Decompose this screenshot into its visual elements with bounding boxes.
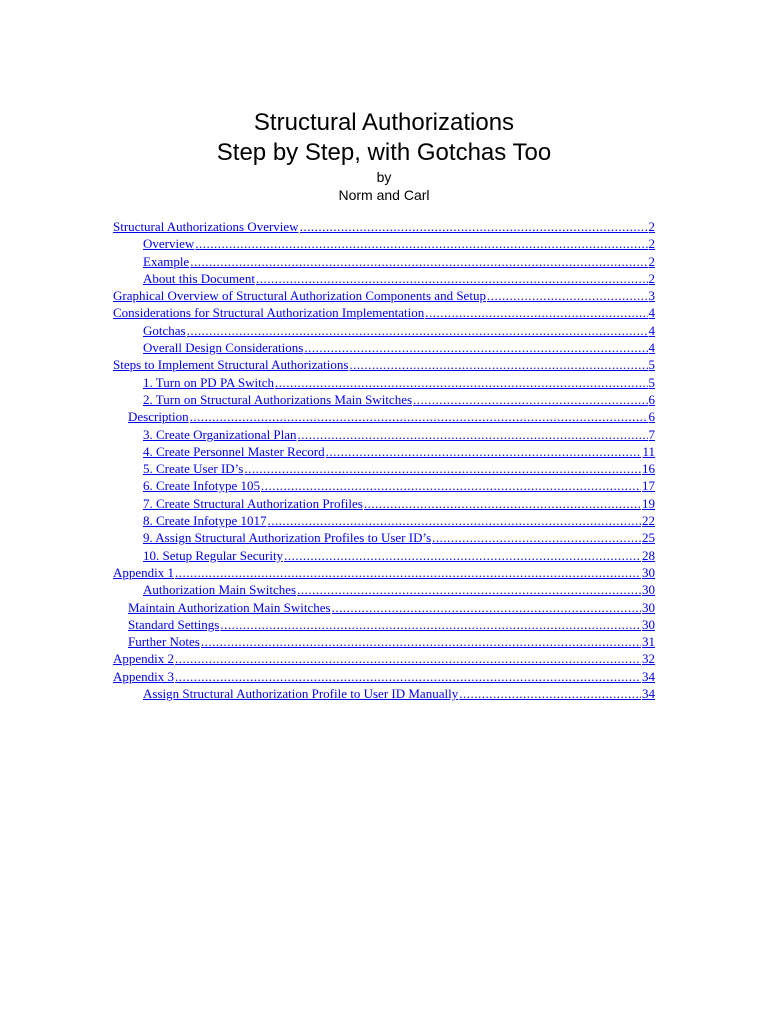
- by-line: by: [376, 169, 392, 185]
- toc-dot-leader: [190, 253, 647, 270]
- toc-entry[interactable]: [113, 685, 655, 702]
- toc-entry[interactable]: [113, 374, 655, 391]
- toc-entry-label: Standard Settings: [128, 616, 220, 632]
- toc-entry-page-number: 22: [642, 513, 655, 529]
- toc-dot-leader: [425, 304, 647, 321]
- toc-entry-label: 2. Turn on Structural Authorizations Main Switches: [143, 391, 413, 407]
- toc-entry[interactable]: [113, 287, 655, 304]
- toc-entry-label: Maintain Authorization Main Switches: [128, 599, 331, 615]
- toc-dot-leader: [267, 512, 641, 529]
- toc-entry-label: Overall Design Considerations: [143, 340, 304, 356]
- toc-entry-label: Considerations for Structural Authorization Implementation: [113, 305, 425, 321]
- toc-dot-leader: [256, 270, 648, 287]
- toc-entry-label: Gotchas: [143, 322, 186, 338]
- toc-entry-page-number: 30: [642, 564, 655, 580]
- document-subtitle: Step by Step, with Gotchas Too: [216, 139, 552, 166]
- toc-entry-page-number: 2: [648, 270, 655, 286]
- toc-entry-page-number: 6: [648, 409, 655, 425]
- toc-dot-leader: [201, 633, 641, 650]
- toc-entry[interactable]: [113, 477, 655, 494]
- toc-entry-page-number: 6: [648, 391, 655, 407]
- toc-entry[interactable]: [113, 460, 655, 477]
- toc-entry-label: 6. Create Infotype 105: [143, 478, 260, 494]
- toc-dot-leader: [195, 235, 647, 252]
- toc-entry-label: Authorization Main Switches: [143, 582, 297, 598]
- toc-entry[interactable]: [113, 599, 655, 616]
- toc-entry-page-number: 30: [642, 582, 655, 598]
- toc-entry-label: Steps to Implement Structural Authorizations: [113, 357, 349, 373]
- toc-entry-page-number: 3: [648, 288, 655, 304]
- toc-entry-label: Overview: [143, 236, 195, 252]
- toc-entry-page-number: 2: [648, 219, 655, 234]
- toc-dot-leader: [432, 529, 641, 546]
- toc-entry-page-number: 19: [642, 495, 655, 511]
- toc-entry-page-number: 34: [642, 668, 655, 684]
- toc-dot-leader: [300, 218, 648, 235]
- toc-entry[interactable]: [113, 529, 655, 546]
- toc-entry[interactable]: [113, 495, 655, 512]
- toc-dot-leader: [261, 477, 641, 494]
- toc-dot-leader: [275, 374, 647, 391]
- toc-entry[interactable]: [113, 356, 655, 373]
- toc-entry[interactable]: [113, 270, 655, 287]
- toc-entry[interactable]: [113, 564, 655, 581]
- toc-dot-leader: [175, 668, 641, 685]
- toc-entry-page-number: 2: [648, 236, 655, 252]
- toc-dot-leader: [304, 339, 647, 356]
- toc-entry[interactable]: [113, 633, 655, 650]
- toc-entry-page-number: 32: [642, 651, 655, 667]
- toc-dot-leader: [187, 322, 648, 339]
- authors: Norm and Carl: [338, 187, 430, 203]
- toc-entry[interactable]: [113, 339, 655, 356]
- toc-entry-page-number: 4: [648, 340, 655, 356]
- toc-dot-leader: [326, 443, 642, 460]
- toc-entry-page-number: 28: [642, 547, 655, 563]
- toc-dot-leader: [349, 356, 647, 373]
- toc-entry-label: Description: [128, 409, 189, 425]
- toc-entry-page-number: 5: [648, 357, 655, 373]
- toc-dot-leader: [175, 564, 641, 581]
- toc-entry[interactable]: [113, 304, 655, 321]
- toc-dot-leader: [175, 650, 641, 667]
- toc-entry-label: Graphical Overview of Structural Authorization Components and Setup: [113, 288, 486, 304]
- document-title: Structural Authorizations: [253, 109, 515, 136]
- toc-entry-label: Example: [143, 253, 190, 269]
- toc-entry-label: 5. Create User ID’s: [143, 461, 244, 477]
- toc-entry-label: Appendix 1: [113, 564, 175, 580]
- document-title-block: [0, 108, 768, 204]
- toc-dot-leader: [297, 581, 641, 598]
- toc-entry-label: 3. Create Organizational Plan: [143, 426, 297, 442]
- toc-entry-page-number: 7: [648, 426, 655, 442]
- toc-entry-label: 4. Create Personnel Master Record: [143, 443, 325, 459]
- toc-entry-page-number: 30: [642, 616, 655, 632]
- toc-entry[interactable]: [113, 581, 655, 598]
- toc-entry-label: Assign Structural Authorization Profile to User ID Manually: [143, 686, 459, 702]
- toc-dot-leader: [298, 426, 648, 443]
- toc-entry-page-number: 30: [642, 599, 655, 615]
- toc-dot-leader: [284, 547, 641, 564]
- toc-dot-leader: [364, 495, 641, 512]
- toc-entry-label: Appendix 2: [113, 651, 175, 667]
- toc-entry-page-number: 2: [648, 253, 655, 269]
- toc-entry-page-number: 4: [648, 305, 655, 321]
- toc-dot-leader: [413, 391, 647, 408]
- toc-entry[interactable]: [113, 408, 655, 425]
- toc-entry[interactable]: [113, 322, 655, 339]
- toc-entry-page-number: 25: [642, 530, 655, 546]
- toc-entry[interactable]: [113, 253, 655, 270]
- toc-entry[interactable]: [113, 443, 655, 460]
- toc-dot-leader: [220, 616, 641, 633]
- toc-entry[interactable]: [113, 547, 655, 564]
- toc-entry-label: Further Notes: [128, 634, 200, 650]
- toc-entry-label: 1. Turn on PD PA Switch: [143, 374, 275, 390]
- toc-dot-leader: [244, 460, 641, 477]
- toc-entry-page-number: 17: [642, 478, 655, 494]
- toc-entry-page-number: 11: [642, 443, 655, 459]
- toc-entry[interactable]: [113, 650, 655, 667]
- toc-entry[interactable]: [113, 668, 655, 685]
- toc-entry[interactable]: [113, 616, 655, 633]
- toc-entry[interactable]: [113, 512, 655, 529]
- toc-entry-label: 10. Setup Regular Security: [143, 547, 284, 563]
- toc-entry-page-number: 16: [642, 461, 655, 477]
- toc-entry-label: 8. Create Infotype 1017: [143, 513, 267, 529]
- toc-dot-leader: [332, 599, 641, 616]
- toc-entry-label: 9. Assign Structural Authorization Profiles to User ID’s: [143, 530, 432, 546]
- toc-entry[interactable]: [113, 391, 655, 408]
- table-of-contents: [113, 218, 655, 702]
- toc-entry-label: Appendix 3: [113, 668, 175, 684]
- toc-entry-page-number: 34: [642, 686, 655, 702]
- toc-dot-leader: [190, 408, 648, 425]
- toc-entry-label: About this Document: [143, 270, 255, 286]
- toc-dot-leader: [459, 685, 641, 702]
- toc-dot-leader: [487, 287, 648, 304]
- toc-entry-page-number: 5: [648, 374, 655, 390]
- toc-entry[interactable]: [113, 235, 655, 252]
- toc-entry-page-number: 31: [642, 634, 655, 650]
- toc-entry-page-number: 4: [648, 322, 655, 338]
- toc-entry-label: Structural Authorizations Overview: [113, 219, 299, 234]
- toc-entry-label: 7. Create Structural Authorization Profiles: [143, 495, 363, 511]
- toc-entry[interactable]: [113, 426, 655, 443]
- toc-entry[interactable]: [113, 218, 655, 235]
